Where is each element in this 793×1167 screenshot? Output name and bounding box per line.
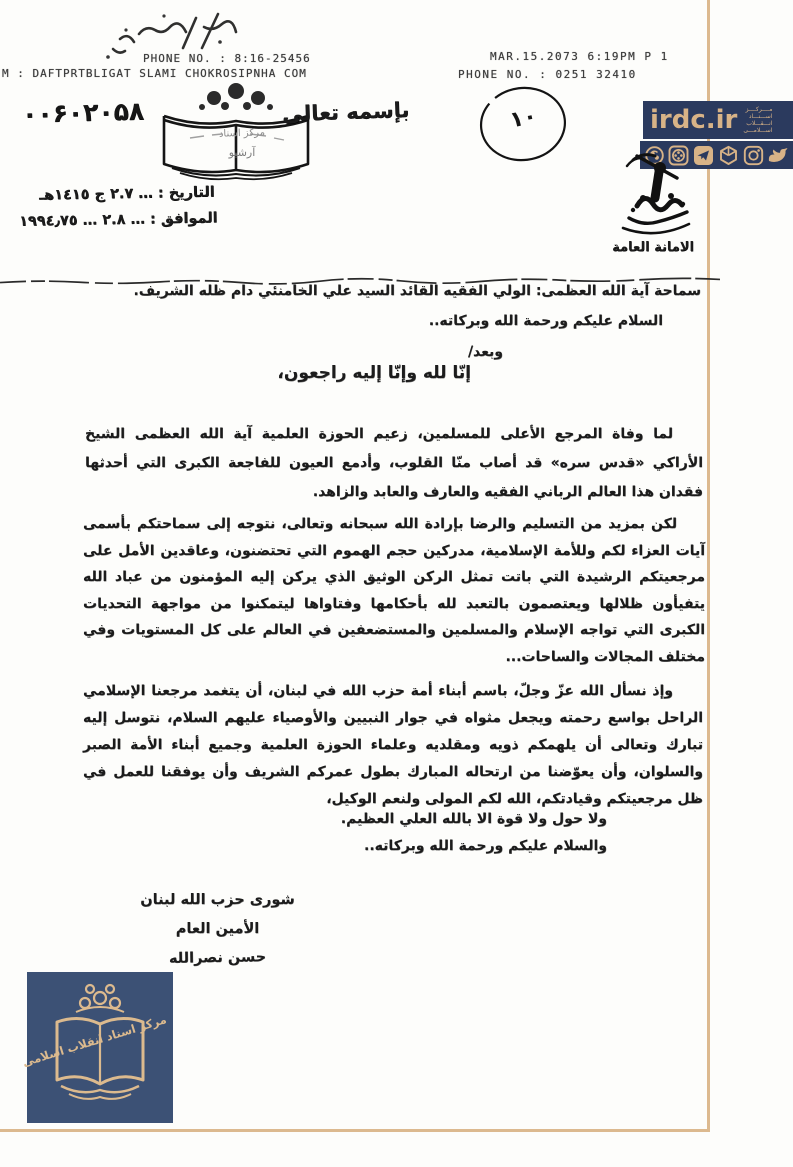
letter-closing-lines	[341, 806, 607, 860]
irdc-caption	[743, 106, 772, 134]
irdc-domain-text: irdc.ir	[650, 105, 738, 135]
letter-addressee-line: سماحة آية الله العظمى: الولي الفقيه القائد السيد علي الخامنئي دام ظله الشريف.	[133, 283, 701, 299]
irdc-watermark-badge	[643, 101, 793, 139]
rubika-cube-icon	[718, 145, 739, 166]
irdc-caption-line: انـــقـــلاب	[746, 120, 773, 127]
irdc-caption-line: مــــرکــــز	[745, 106, 773, 113]
letter-preface: وبعد/	[467, 344, 503, 360]
archive-book-stamp	[150, 80, 330, 188]
gregorian-date-line: الموافق : … ۲.۸ … ۱۹۹٤٫۷٥	[19, 210, 219, 230]
closing-line-1: ولا حول ولا قوة الا بالله العلي العظيم.	[340, 811, 607, 827]
hijri-date-line: التاريخ : … ۲.۷ ج ۱٤۱٥هـ	[39, 184, 216, 204]
signature-organization: شورى حزب الله لبنان	[140, 892, 295, 908]
irdc-archive-logo	[20, 972, 173, 1123]
stamp-text-line1: مرکز اسناد	[218, 127, 266, 140]
signature-name: حسن نصرالله	[168, 949, 267, 967]
page-frame-bottom-line	[0, 1129, 710, 1132]
irdc-caption-line: اســـنـــاد	[748, 113, 773, 120]
fax-header-left-line1: PHONE NO. : 8:16-25456	[143, 52, 311, 65]
circled-number-value: ١٠	[507, 103, 540, 134]
twitter-icon	[767, 145, 789, 166]
letter-greeting-line: السلام عليكم ورحمة الله وبركاته..	[428, 313, 663, 329]
letter-paragraph-3: وإذ نسأل الله عزّ وجلّ، باسم أبناء أمة حزب الله في لبنان، أن يتغمد مرجعنا الإسلامي الراحل بواسع رحمته ويجعل مثواه في جوار النبيين والأوصياء عليهم السلام، نتوسل إليه تبارك وتعالى أن يلهمكم ذويه ومقلديه وعلماء الحوزة العلمية وجميع أبناء الأمة الصبر والسلوان، وأن يعوّضنا من ارتحاله المبارك بطول عمركم الشريف وأن يوفقنا للعمل في ظل مرجعيتكم وقيادتكم، الله لكم المولى ولنعم الوكيل،	[83, 683, 703, 807]
letter-paragraph-1: لما وفاة المرجع الأعلى للمسلمين، زعيم الحوزة العلمية آية الله العظمى الشيخ الأراكي «قدس سره» قد أصاب منّا القلوب، وأدمع العيون للفاجعة الكبرى التي أحدثها فقدان هذا العالم الرباني الفقيه والعارف والعابد والزاهد.	[85, 426, 703, 500]
hezbollah-letterhead-emblem	[603, 146, 707, 242]
archive-logo-caption: مرکز اسناد انقلاب اسلامی	[20, 1012, 169, 1070]
fax-header-right-datetime: MAR.15.2073 6:19PM P 1	[490, 50, 669, 63]
stamp-text-line2: آرشیو	[228, 146, 256, 159]
instagram-icon	[743, 145, 764, 166]
page-frame-right-line	[707, 0, 710, 1132]
closing-line-2: والسلام عليكم ورحمة الله وبركاته..	[364, 838, 607, 854]
fax-header-right-phone: PHONE NO. : 0251 32410	[458, 68, 637, 81]
basmala-text: بإسمه تعالى	[281, 97, 410, 127]
signature-title: الأمين العام	[175, 921, 260, 937]
letter-paragraph-2: لكن بمزيد من التسليم والرضا بإرادة الله سبحانه وتعالى، نتوجه إلى سماحتكم بأسمى آيات العزاء لكم وللأمة الإسلامية، مدركين حجم الهموم التي تحتضنون، وعاقدين الأمل على مرجعيتكم الرشيدة التي باتت تمثل الركن الوثيق الذي يركن إليه المؤمنون من عباد الله يتفيأون ظلالها ويعتصمون بالتعبد لله بأحكامها وفتاواها ليتمكنوا من مواجهة التحديات الكبرى التي تواجه الإسلام والمسلمين والمستضعفين في العالم على كل المستويات وفي مختلف المجالات والساحات...	[83, 516, 705, 665]
signature-block	[95, 886, 340, 973]
handwritten-circled-number	[476, 82, 570, 168]
irdc-caption-line: اســـلامـــی	[743, 127, 773, 134]
general-secretariat-caption: الامانة العامة	[612, 240, 694, 255]
istirjaa-verse: إنّا لله وإنّا إليه راجعون،	[277, 363, 471, 383]
fax-header-left-line2: M : DAFTPRTBLIGAT SLAMI CHOKROSIPNHA COM	[2, 67, 307, 80]
handwritten-serial-number: ۰۰۶۰۲۰۵۸	[21, 96, 145, 129]
